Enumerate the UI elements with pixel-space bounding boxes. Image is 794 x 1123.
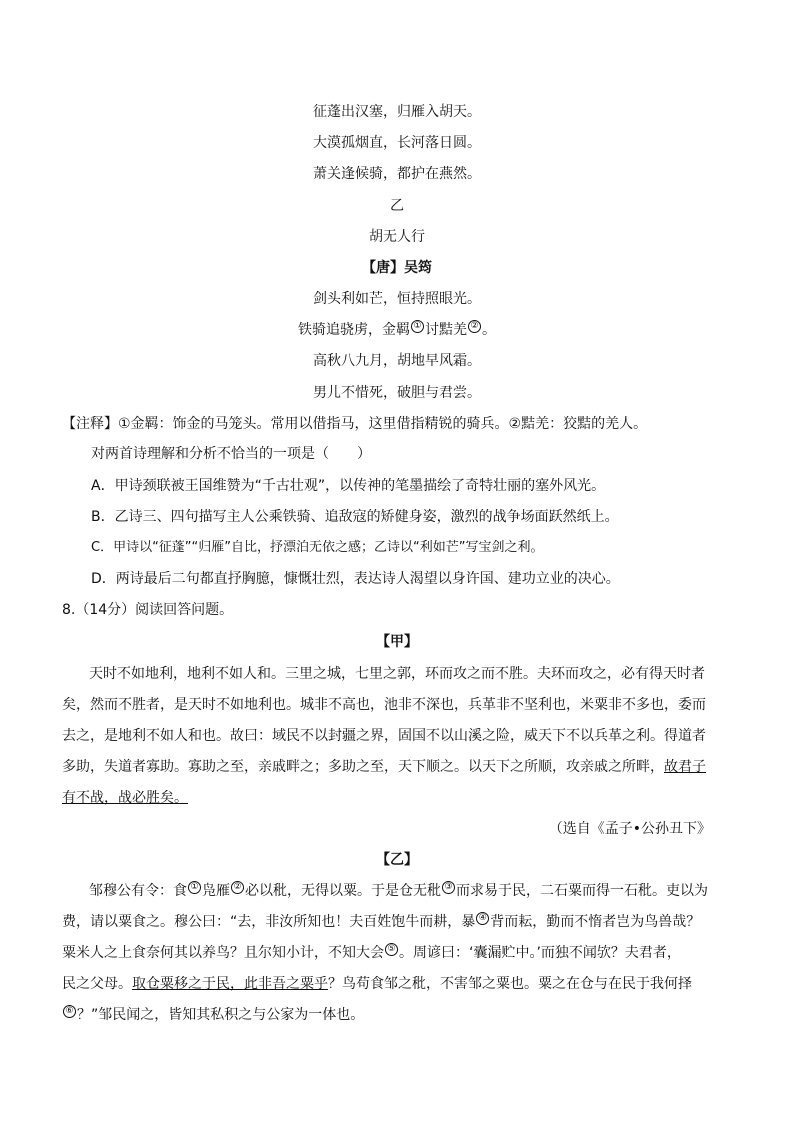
yi-line-1-b: 凫雁 [202, 883, 230, 899]
yi-line-2-b: 背而耘，勤而不惰者岂为鸟兽哉？ [490, 914, 701, 930]
passage-jia-source: （选自《孟子•公孙丑下》 [548, 821, 711, 837]
passage-jia-line-2: 矣，然而不胜者，是天时不如地利也。城非不高也，池非不深也，兵革非不坚利也，米粟非不多也，委而 [62, 697, 706, 713]
passage-yi-line-3 [62, 943, 681, 963]
question-8-stem: 8.（14分）阅读回答问题。 [62, 602, 234, 618]
poem2-author-text: 【唐】吴筠 [362, 260, 432, 276]
passage-jia-label: 【甲】 [376, 634, 418, 650]
poem1-line-2: 大漠孤烟直，长河落日圆。 [313, 135, 481, 151]
yi-line-3-a: 粟米人之上食奈何其以养鸟？且尔知小计，不知大会 [62, 945, 384, 961]
poem2-line-4: 男儿不惜死，破胆与君尝。 [313, 385, 481, 401]
passage-yi-line-2 [62, 912, 700, 932]
yi-mark-2: ② [231, 881, 244, 894]
poem2-line-2-b: 讨黠羌 [425, 322, 467, 338]
passage-yi-label: 【乙】 [376, 852, 418, 868]
option-a: A．甲诗颈联被王国维赞为“千古壮观”，以传神的笔墨描绘了奇特壮丽的塞外风光。 [91, 478, 606, 494]
yi-line-5-text: ？”邹民闻之，皆知其私积之与公家为一体也。 [77, 1007, 365, 1023]
poem2-line-2 [0, 320, 794, 340]
passage-jia-line-4-text: 多助，失道者寡助。寡助之至，亲戚畔之；多助之至，天下顺之。以天下之所顺，攻亲戚之所畔， [62, 759, 664, 775]
yi-line-1-a: 邹穆公有令：食 [89, 883, 187, 899]
question-stem: 对两首诗理解和分析不恰当的一项是（ ） [91, 446, 371, 462]
passage-jia-line-5 [62, 788, 188, 808]
poem1-line-1: 征蓬出汉塞，归雁入胡天。 [313, 104, 481, 120]
poem2-line-2-a: 铁骑追骁虏，金羁 [298, 322, 410, 338]
underlined-sentence-yi: 取仓粟移之于民，此非吾之粟乎 [132, 976, 328, 992]
poem2-line-1: 剑头利如芒，恒持照眼光。 [313, 291, 481, 307]
yi-mark-6: ⑥ [63, 1005, 76, 1018]
poem2-line-2-c: 。 [482, 322, 496, 338]
passage-jia-line-3: 去之，是地利不如人和也。故曰：域民不以封疆之界，固国不以山溪之险，威天下不以兵革之利。得道者 [62, 728, 706, 744]
poem-notes: 【注释】①金羁：饰金的马笼头。常用以借指马，这里借指精锐的骑兵。②黠羌：狡黠的羌人。 [62, 416, 648, 432]
yi-line-3-b: 。周谚曰：‘囊漏贮中。’而独不闻欤？夫君者， [399, 945, 681, 961]
yi-mark-4: ④ [476, 912, 489, 925]
yi-line-4-a: 民之父母。 [62, 976, 132, 992]
passage-yi-line-1 [89, 881, 708, 901]
yi-mark-1: ① [188, 881, 201, 894]
passage-jia-line-1: 天时不如地利，地利不如人和。三里之城，七里之郭，环而攻之而不胜。夫环而攻之，必有得天时者 [89, 666, 705, 682]
poem2-label: 乙 [390, 198, 404, 214]
yi-line-4-b: ？鸟苟食邹之秕，不害邹之粟也。粟之在仓与在民于我何择 [328, 976, 692, 992]
option-d: D．两诗最后二句都直抒胸臆，慷慨壮烈，表达诗人渴望以身许国、建功立业的决心。 [91, 571, 620, 587]
yi-line-2-a: 费，请以粟食之。穆公曰：“去，非汝所知也！夫百姓饱牛而耕，暴 [62, 914, 476, 930]
poem2-line-3: 高秋八九月，胡地早风霜。 [313, 353, 481, 369]
underlined-sentence-part-2: 有不战，战必胜矣。 [62, 790, 188, 806]
poem2-title: 胡无人行 [369, 229, 425, 245]
poem1-line-3: 萧关逢候骑，都护在燕然。 [313, 166, 481, 182]
passage-yi-line-5 [62, 1005, 364, 1025]
option-b: B．乙诗三、四句描写主人公乘铁骑、追敌寇的矫健身姿，激烈的战争场面跃然纸上。 [91, 509, 619, 525]
option-c: C．甲诗以“征蓬”“归雁”自比，抒漂泊无依之感；乙诗以“利如芒”写宝剑之利。 [91, 540, 544, 555]
yi-mark-3: ③ [442, 881, 455, 894]
yi-mark-5: ⑤ [385, 943, 398, 956]
note-mark-2: ② [468, 320, 481, 333]
yi-line-1-c: 必以秕，无得以粟。于是仓无秕 [245, 883, 441, 899]
note-mark-1: ① [411, 320, 424, 333]
passage-yi-line-4 [62, 974, 692, 994]
passage-jia-line-4 [62, 757, 706, 777]
poem2-author [0, 258, 794, 278]
underlined-sentence-part-1: 故君子 [664, 759, 706, 775]
yi-line-1-d: 而求易于民，二石粟而得一石秕。吏以为 [456, 883, 708, 899]
